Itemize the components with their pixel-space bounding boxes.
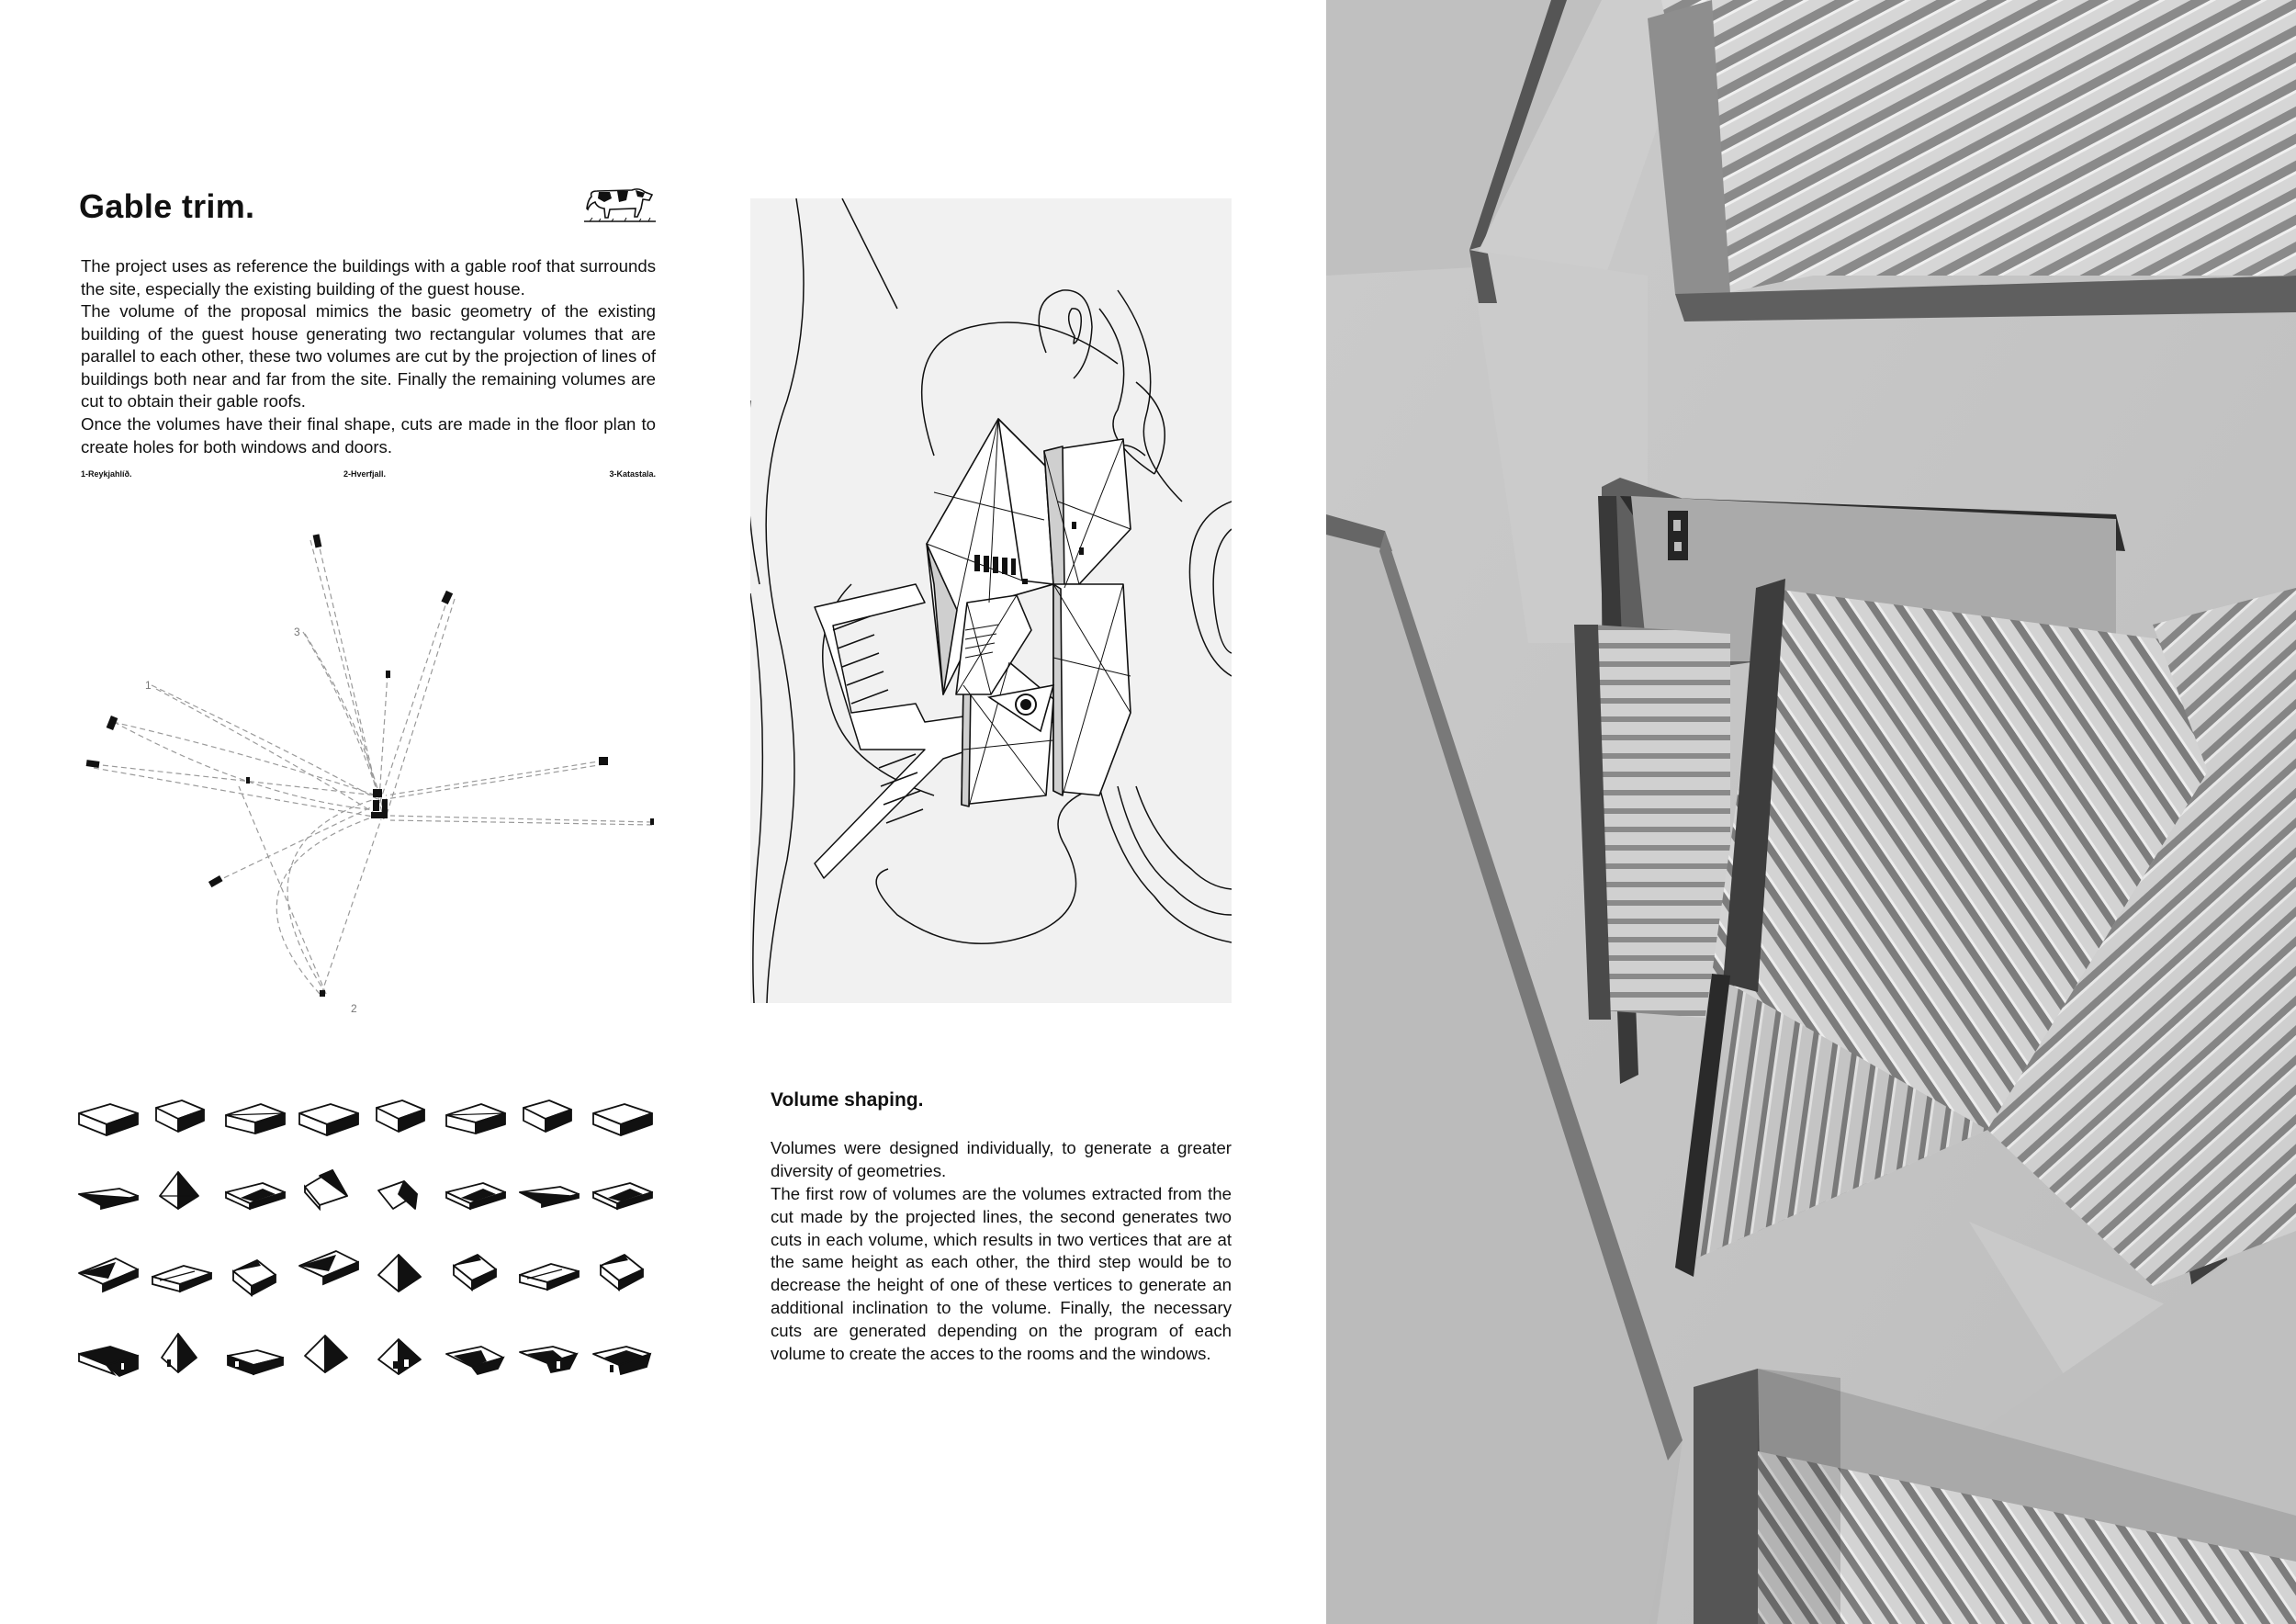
volume-icon [520,1347,577,1372]
intro-paragraph-3: Once the volumes have their final shape, cuts are made in the floor plan to create holes for both windows and doors. [81,414,656,457]
diagram-label: 2 [351,1002,357,1015]
volume-icon [601,1255,643,1290]
reference-item: 3-Katastala. [609,469,656,479]
intro-paragraph-2: The volume of the proposal mimics the basic geometry of the existing building of the guest house generating two rectangular volumes that are parallel to each other, these two volumes are cut by the projection of lines of buildings both near and far from the site. Finally the remaining volumes are cut to obtain their gable roofs. [81,301,656,412]
volume-icon [79,1258,138,1291]
volume-icon [454,1255,496,1290]
volume-icon [305,1336,347,1372]
diagram-label: 1 [145,679,152,692]
volume-icon [593,1347,650,1374]
volume-icon [228,1350,283,1374]
model-photo [1326,0,2296,1624]
volumes-axonometric-grid [73,1084,661,1396]
diagram-label: 3 [294,626,300,638]
section-subtitle: Volume shaping. [771,1089,924,1111]
volume-paragraph-1: Volumes were designed individually, to generate a greater diversity of geometries. [771,1138,1232,1180]
projection-lines-diagram [73,524,661,1020]
volume-icon [520,1264,579,1290]
volume-icon [79,1104,138,1135]
volume-icon [226,1183,285,1209]
volume-icon [79,1189,138,1209]
volume-icon [446,1104,505,1133]
volumes-row-3 [79,1251,643,1295]
volume-icon [162,1334,197,1372]
volumes-row-2 [79,1170,652,1209]
volume-icon [156,1100,204,1132]
volume-icon [446,1183,505,1209]
volume-icon [226,1104,285,1133]
reference-list [81,469,656,482]
volume-icon [299,1104,358,1135]
volume-icon [79,1347,138,1376]
volume-icon [152,1266,211,1291]
volumes-row-1 [79,1100,652,1135]
volume-icon [377,1100,424,1132]
volume-icon [378,1255,421,1291]
volume-icon [520,1187,579,1207]
volume-icon [305,1170,347,1209]
volume-icon [593,1183,652,1209]
page-title: Gable trim. [79,187,255,225]
volume-icon [299,1251,358,1284]
volume-icon [378,1339,421,1374]
volumes-row-4 [79,1334,650,1376]
reference-item: 2-Hverfjall. [343,469,387,479]
site-plan-drawing [750,198,1232,1003]
volume-icon [233,1260,276,1295]
cow-logo-icon [584,184,656,226]
volume-paragraph-2: The first row of volumes are the volumes extracted from the cut made by the projected lines, the second generates two cuts in each volume, which results in two vertices that are at the same height as each other, the third step would be to decrease the height of one of these vertices to generate an additional inclination to the volume. Finally, the necessary cuts are generated depending on the program of each volume to create the acces to the rooms and the windows. [771,1184,1232,1363]
volume-icon [446,1347,503,1374]
intro-paragraph-1: The project uses as reference the buildings with a gable roof that surrounds the site, especially the existing building of the guest house. [81,256,656,299]
reference-item: 1-Reykjahlíð. [81,469,132,479]
volume-icon [160,1172,198,1209]
volume-icon [378,1181,417,1209]
volume-icon [593,1104,652,1135]
volume-icon [523,1100,571,1132]
